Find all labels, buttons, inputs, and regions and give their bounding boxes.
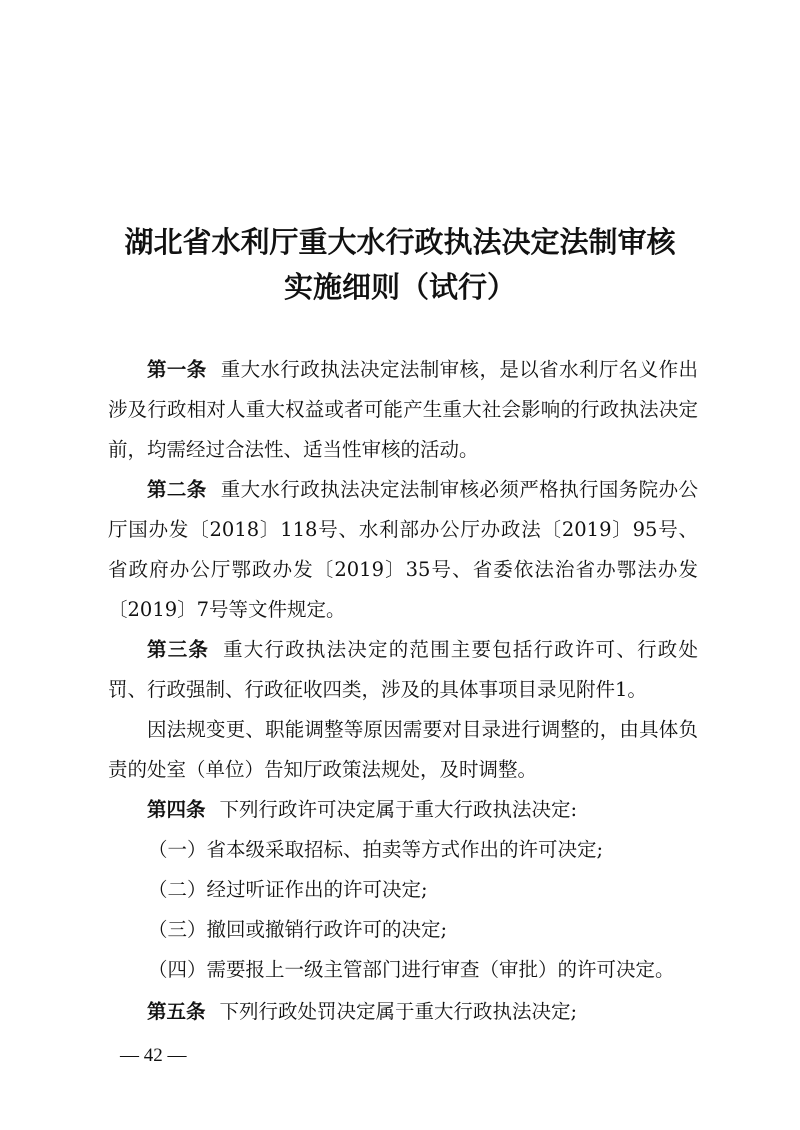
article-3 <box>108 630 698 710</box>
article-text: 重大水行政执法决定法制审核必须严格执行国务院办公厅国办发〔2018〕118号、水利部办公厅办政法〔2019〕95号、省政府办公厅鄂政办发〔2019〕35号、省委依法治省办鄂法办发〔2019〕7号等文件规定。 <box>108 478 698 621</box>
article-4 <box>108 790 698 830</box>
list-item: （三）撤回或撤销行政许可的决定; <box>148 918 448 941</box>
article-2 <box>108 470 698 630</box>
article-3-paragraph-2 <box>108 710 698 790</box>
article-text: 重大行政执法决定的范围主要包括行政许可、行政处罚、行政强制、行政征收四类，涉及的具体事项目录见附件1。 <box>108 638 698 701</box>
page-number: — 42 — <box>120 1045 187 1066</box>
article-label: 第三条 <box>147 638 210 661</box>
document-title-line-1: 湖北省水利厅重大水行政执法决定法制审核 <box>124 225 676 259</box>
article-text: 下列行政许可决定属于重大行政执法决定: <box>219 798 578 821</box>
article-label: 第一条 <box>147 358 207 381</box>
article-1 <box>108 350 698 470</box>
list-item: （四）需要报上一级主管部门进行审查（审批）的许可决定。 <box>148 958 675 981</box>
article-label: 第四条 <box>147 798 206 821</box>
article-label: 第二条 <box>147 478 207 501</box>
document-title-line-2: 实施细则（试行） <box>283 270 516 304</box>
article-text: 重大水行政执法决定法制审核，是以省水利厅名义作出涉及行政相对人重大权益或者可能产生重大社会影响的行政执法决定前，均需经过合法性、适当性审核的活动。 <box>108 358 698 461</box>
article-text: 下列行政处罚决定属于重大行政执法决定; <box>219 1000 578 1023</box>
article-5 <box>108 992 698 1032</box>
paragraph-text: 因法规变更、职能调整等原因需要对目录进行调整的，由具体负责的处室（单位）告知厅政策法规处，及时调整。 <box>108 718 698 781</box>
list-item: （二）经过听证作出的许可决定; <box>148 878 428 901</box>
list-item: （一）省本级采取招标、拍卖等方式作出的许可决定; <box>148 838 604 861</box>
article-label: 第五条 <box>147 1000 206 1023</box>
